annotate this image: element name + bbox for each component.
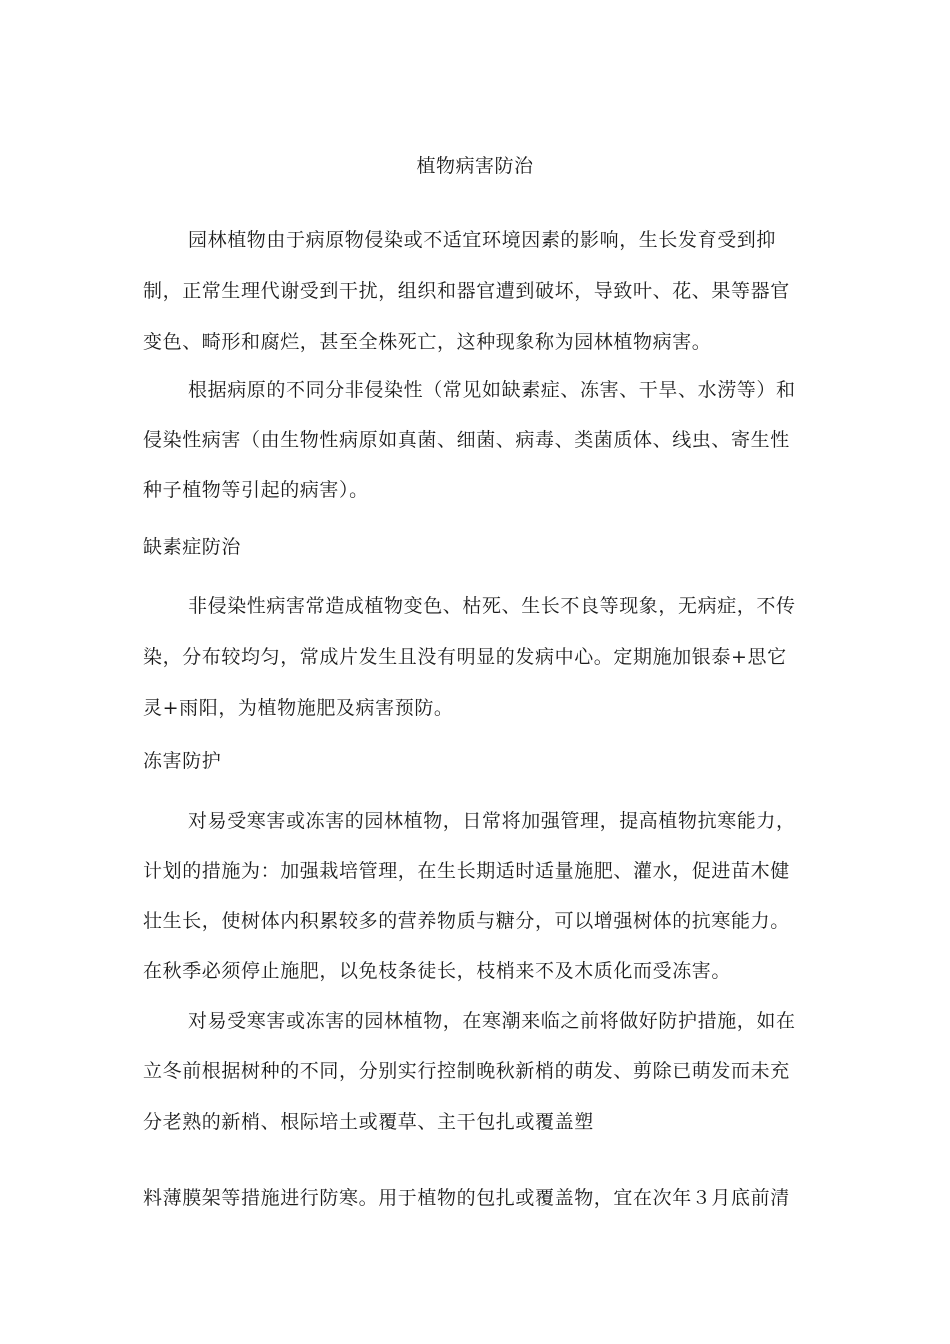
paragraph-line: 料薄膜架等措施进行防寒。用于植物的包扎或覆盖物，宜在次年３月底前清	[143, 1187, 790, 1209]
paragraph-line: 根据病原的不同分非侵染性（常见如缺素症、冻害、干旱、水涝等）和	[188, 379, 796, 401]
paragraph-line: 在秋季必须停止施肥，以免枝条徒长，枝梢来不及木质化而受冻害。	[143, 960, 732, 982]
paragraph-line: 分老熟的新梢、根际培土或覆草、主干包扎或覆盖塑	[143, 1111, 594, 1133]
paragraph-line: 侵染性病害（由生物性病原如真菌、细菌、病毒、类菌质体、线虫、寄生性	[143, 429, 790, 451]
paragraph-line: 壮生长，使树体内积累较多的营养物质与糖分，可以增强树体的抗寒能力。	[143, 910, 790, 932]
paragraph-line: 变色、畸形和腐烂，甚至全株死亡，这种现象称为园林植物病害。	[143, 331, 712, 353]
paragraph-line: 灵+雨阳，为植物施肥及病害预防。	[143, 697, 454, 719]
section-heading-deficiency: 缺素症防治	[143, 536, 242, 558]
section-heading-frost: 冻害防护	[143, 750, 222, 772]
paragraph-line: 对易受寒害或冻害的园林植物，在寒潮来临之前将做好防护措施，如在	[188, 1010, 796, 1032]
paragraph-line: 非侵染性病害常造成植物变色、枯死、生长不良等现象，无病症，不传	[188, 595, 796, 617]
document-title: 植物病害防治	[416, 155, 534, 177]
paragraph-line: 园林植物由于病原物侵染或不适宜环境因素的影响，生长发育受到抑	[188, 229, 777, 251]
paragraph-line: 立冬前根据树种的不同，分别实行控制晚秋新梢的萌发、剪除已萌发而未充	[143, 1060, 790, 1082]
paragraph-line: 染，分布较均匀，常成片发生且没有明显的发病中心。定期施加银泰+思它	[143, 646, 787, 668]
paragraph-line: 计划的措施为：加强栽培管理，在生长期适时适量施肥、灌水，促进苗木健	[143, 860, 790, 882]
paragraph-line: 种子植物等引起的病害）。	[143, 479, 369, 501]
paragraph-line: 对易受寒害或冻害的园林植物，日常将加强管理，提高植物抗寒能力，	[188, 810, 796, 832]
paragraph-line: 制，正常生理代谢受到干扰，组织和器官遭到破坏，导致叶、花、果等器官	[143, 280, 790, 302]
